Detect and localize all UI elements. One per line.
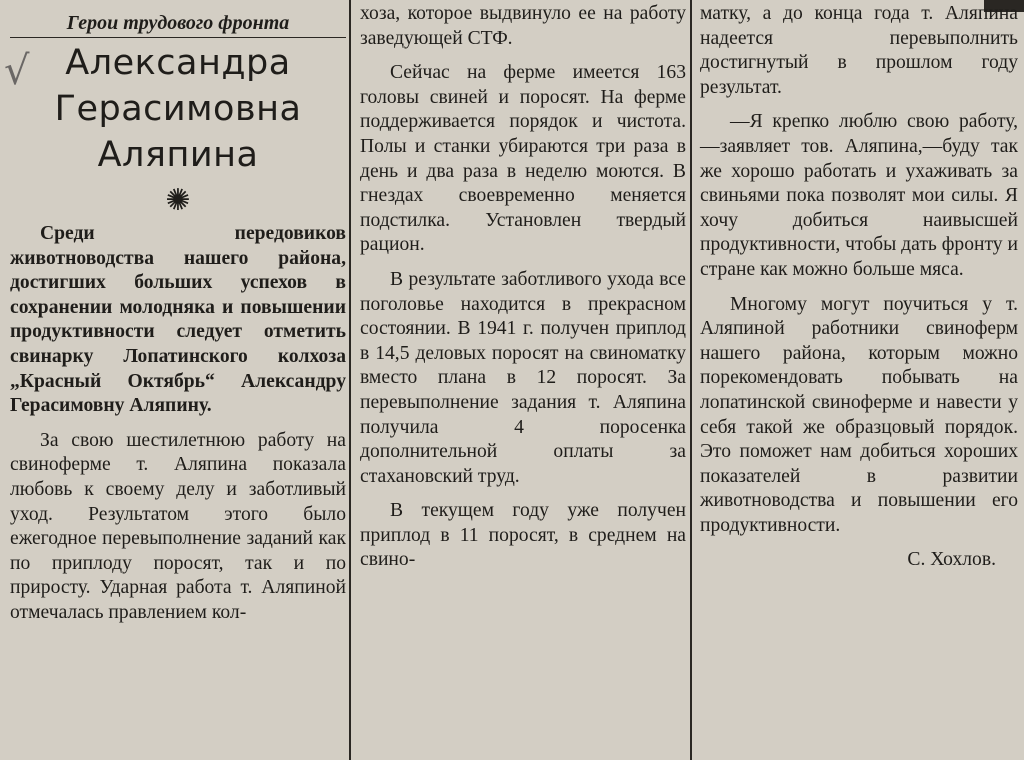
paragraph: Многому могут поучиться у т. Аляпиной работники свиноферм нашего района, которым можно порекомендовать побывать на лопатинской свиноферме и навести у себя такой же образцовый порядок. Это поможет нам добиться хороших показателей в развитии животноводства и повышении его продуктивности. (700, 293, 1018, 536)
column-2 (360, 2, 686, 573)
rubric-heading: Герои трудового фронта (10, 12, 346, 38)
handwritten-check-mark: √ (4, 48, 30, 94)
column-1 (10, 0, 346, 626)
title-first-name: Александра (65, 43, 291, 83)
paragraph: —Я крепко люблю свою работу,—заявляет тов. Аляпина,—буду так же хорошо работать и ухаживать за свиньями пока позволят мои силы. Я хочу добиться наивысшей продуктивности, чтобы дать фронту и стране как можно больше мяса. (700, 111, 1018, 280)
title-patronymic: Герасимовна (54, 89, 302, 129)
column-rule (690, 0, 692, 760)
lead-paragraph: Среди передовиков животноводства нашего района, достигших больших успехов в сохранении молодняка и повышении продуктивности следует отметить свинарку Лопатинского колхоза „Красный Октябрь“ Александру Герасимовну Аляпину. (10, 223, 346, 417)
paragraph: хоза, которое выдвинуло ее на работу заведующей СТФ. (360, 3, 686, 49)
paragraph: В текущем году уже получен приплод в 11 поросят, в среднем на свино- (360, 500, 686, 571)
signature: С. Хохлов. (907, 549, 996, 571)
column-3 (700, 2, 1018, 573)
column-rule (349, 0, 351, 760)
title-surname: Аляпина (97, 135, 259, 175)
paragraph: матку, а до конца года т. Аляпина надеется перевыполнить достигнутый в прошлом году результат. (700, 3, 1018, 98)
paragraph: Сейчас на ферме имеется 163 головы свиней и поросят. На ферме поддерживается порядок и чистота. Полы и станки убираются три раза в день и два раза в неделю моются. В гнездах своевременно меняется подстилка. Установлен твердый рацион. (360, 62, 686, 256)
paragraph: В результате заботливого ухода все поголовье находится в прекрасном состоянии. В 1941 г. получен приплод в 14,5 деловых поросят на свиноматку вместо плана в 12 поросят. За перевыполнение задания т. Аляпина получила 4 поросенка дополнительной оплаты за стахановский труд. (360, 268, 686, 487)
ornament-star-icon: ✺ (165, 184, 191, 217)
paragraph: За свою шестилетнюю работу на свиноферме т. Аляпина показала любовь к своему делу и заботливый уход. Результатом этого было ежегодное перевыполнение заданий как по приплоду поросят, так и по приросту. Ударная работа т. Аляпиной отмечалась правлением кол- (10, 429, 346, 623)
